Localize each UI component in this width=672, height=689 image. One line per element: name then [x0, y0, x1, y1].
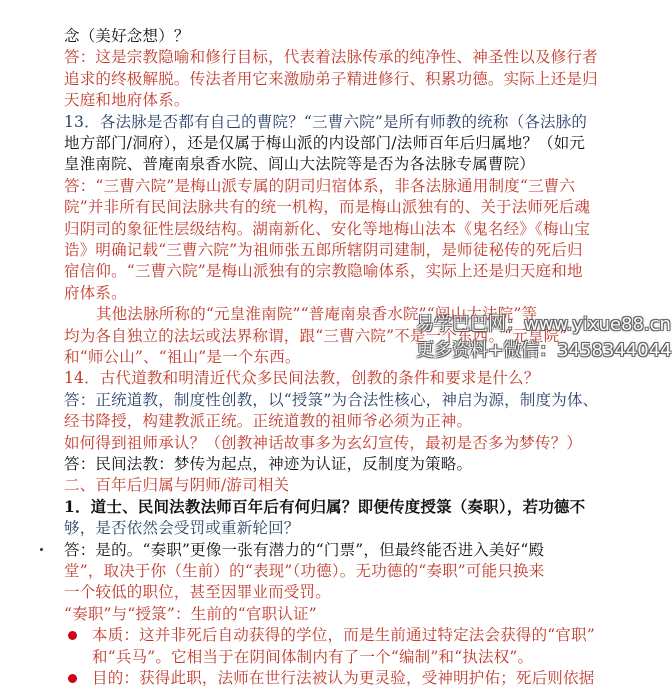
list-bullet-1 — [68, 631, 77, 640]
text-line-28: “奏职”与“授箓”：生前的“官职认证” — [64, 604, 317, 623]
text-line-25: 答：是的。“奏职”更像一张有潜力的“门票”，但最终能否进入美好“殿 — [64, 540, 545, 559]
text-line-6: 地方部门/洞府），还是仅属于梅山派的内设部门/法师百年后归属地？（如元 — [64, 134, 586, 152]
text-line-14: 其他法脉所称的“元皇淮南院”“普庵南泉香水院”“闾山大法院”等 — [96, 305, 538, 324]
text-line-13: 府体系。 — [64, 283, 127, 302]
text-line-20: 如何得到祖师承认？（创教神话故事多为玄幻宣传，最初是否多为梦传？） — [64, 433, 583, 452]
text-line-7: 皇淮南院、普庵南泉香水院、闾山大法院等是否为各法脉专属曹院） — [64, 155, 536, 174]
watermark-line-1: 易学巴巴网：www.yixue88.cn — [416, 314, 671, 335]
text-line-11: 诰》明确记载“三曹六院”为祖师张五郎所辖阴司建制，是师徒秘传的死后归 — [64, 241, 583, 259]
text-line-10: 归阴司的象征性层级结构。湖南新化、安化等地梅山法本《鬼名经》《梅山宝 — [64, 219, 591, 238]
text-line-16: 和“师公山”、“祖山”是一个东西。 — [64, 348, 301, 366]
text-line-26: 堂”，取决于你（生前）的“表现”（功德）。无功德的“奏职”可能只换来 — [64, 562, 545, 580]
text-line-19: 经书降授，构建教派正统。正统道教的祖师爷必须为正神。 — [64, 412, 473, 431]
text-line-27: 一个较低的职位，甚至因罪业而受罚。 — [64, 583, 331, 602]
text-line-1: 念（美好念想）？ — [64, 27, 190, 45]
text-line-23: 1．道士、民间法教法师百年后有何归属？即便传度授箓（奏职），若功德不 — [64, 496, 586, 516]
text-line-2: 答：这是宗教隐喻和修行目标，代表着法脉传承的纯净性、神圣性以及修行者 — [64, 48, 598, 67]
text-line-3: 追求的终极解脱。传法者用它来激励弟子精进修行、积累功德。实际上还是归 — [64, 69, 598, 88]
text-line-15: 均为各自独立的法坛或法界称谓，跟“三曹六院”不是一个东西。“元皇院” — [64, 326, 568, 345]
text-line-9: 院”并非所有民间法脉共有的统一机构，而是梅山派独有的、关于法师死后魂 — [64, 198, 591, 217]
text-line-5: 13．各法脉是否都有自己的曹院？“三曹六院”是所有师教的统称（各法脉的 — [64, 112, 588, 131]
text-line-29: 本质：这并非死后自动获得的学位，而是生前通过特定法会获得的“官职” — [92, 626, 595, 645]
text-line-24: 够，是否依然会受罚或重新轮回？ — [64, 519, 300, 538]
text-line-30: 和“兵马”。它相当于在阴间体制内有了一个“编制”和“执法权”。 — [92, 647, 534, 666]
stray-dot — [40, 548, 43, 551]
text-line-18: 答：正统道教，制度性创教，以“授箓”为合法性核心，神启为源，制度为体、 — [64, 390, 599, 409]
text-line-12: 宿信仰。“三曹六院”是梅山派独有的宗教隐喻体系，实际上还是归天庭和地 — [64, 262, 583, 281]
text-line-22: 二、百年后归属与阴师/游司相关 — [64, 476, 290, 495]
watermark-line-2: 更多资料+微信：3458344044 — [416, 340, 672, 361]
text-line-17: 14．古代道教和明清近代众多民间法教，创教的条件和要求是什么？ — [64, 369, 540, 388]
text-line-31: 目的：获得此职，法师在世行法被认为更灵验，受神明护佑；死后则依据 — [92, 669, 595, 687]
text-line-21: 答：民间法教：梦传为起点，神迹为认证，反制度为策略。 — [64, 455, 473, 473]
text-line-8: 答：“三曹六院”是梅山派专属的阴司归宿体系，非各法脉通用制度“三曹六 — [64, 176, 576, 195]
text-line-4: 天庭和地府体系。 — [64, 91, 190, 110]
